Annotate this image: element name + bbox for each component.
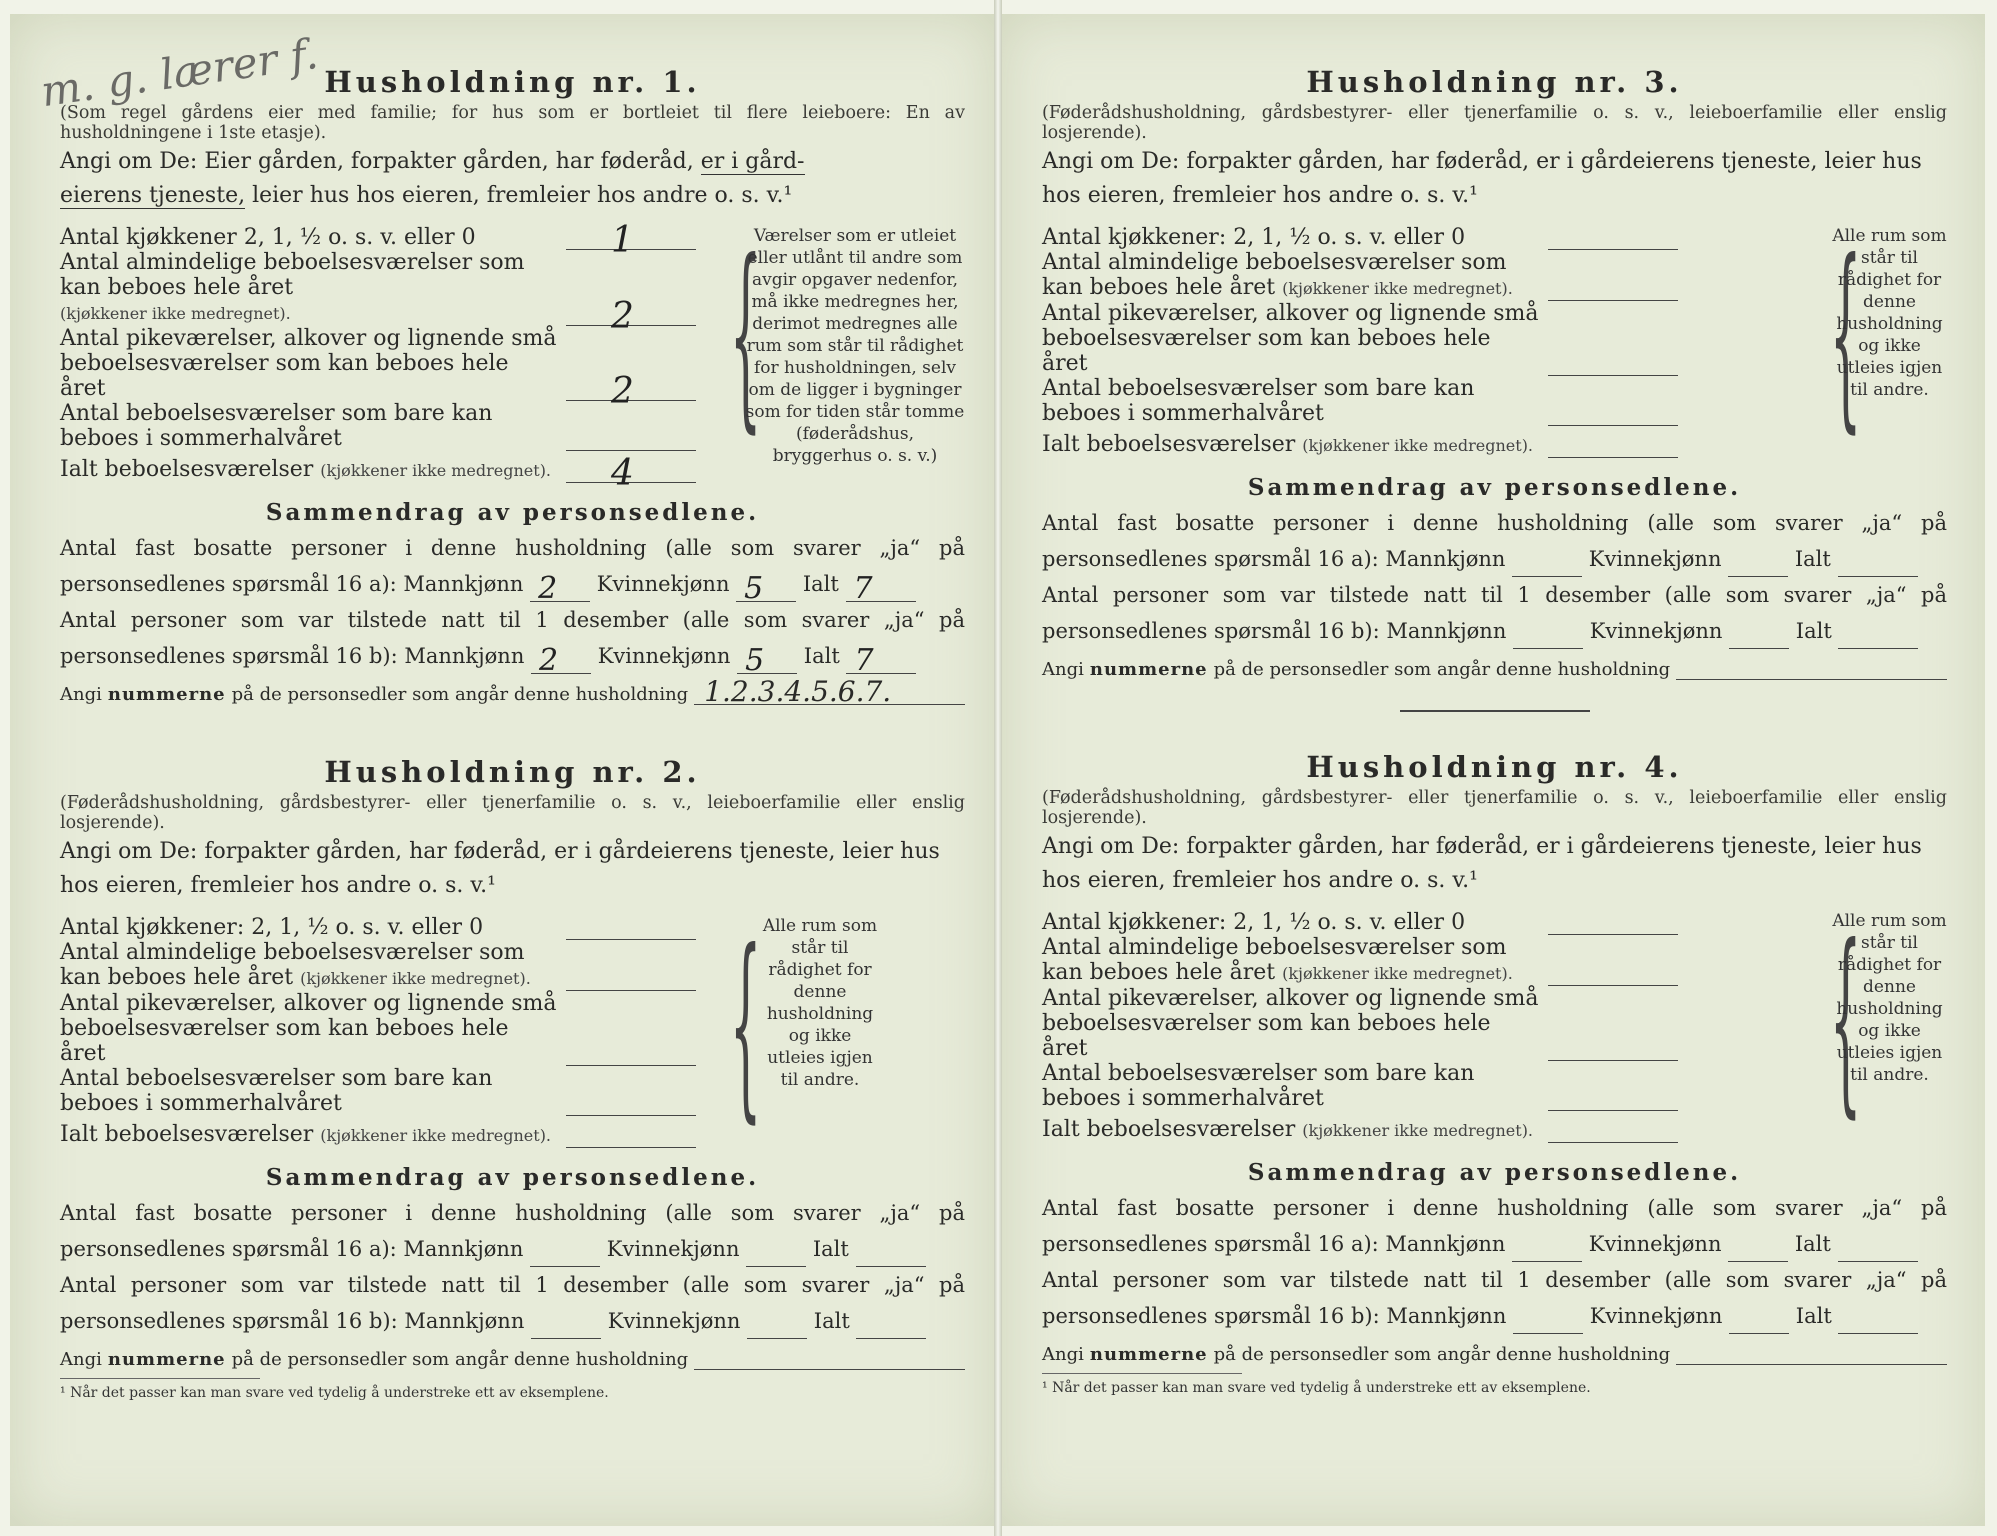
resident-female-field[interactable] — [1728, 546, 1788, 577]
household-3-tenure-question: Angi om De: forpakter gården, har føderåd, er i gårdeierens tjeneste, leier hus hos eieren, fremleier hos andre o. s. v.¹ — [1042, 149, 1922, 208]
household-1-title: Husholdning nr. 1. — [324, 65, 701, 99]
present-total-value: 7 — [854, 643, 874, 678]
household-3-side-note: Alle rum som står til rådighet for denne husholdning og ikke utleies igjen til andre. — [1832, 226, 1947, 400]
numbers-label-c: på de personsedler som angår denne husholdning — [231, 1349, 689, 1370]
kitchens-row — [60, 220, 700, 261]
summer-rooms-answer[interactable] — [1548, 401, 1678, 426]
page-fold — [994, 0, 1002, 1536]
ordinary-rooms-text: Antal almindelige beboelsesværelser som kan beboes hele året — [60, 940, 525, 990]
ordinary-rooms-answer[interactable] — [566, 966, 696, 991]
resident-female-value: 5 — [744, 571, 764, 606]
present-male-field[interactable] — [1513, 1303, 1583, 1334]
resident-question: Antal fast bosatte personer i denne husholdning (alle som svarer „ja“ på personsedlenes spørsmål 16 a): Mannkjønn — [60, 536, 965, 596]
total-rooms-text: Ialt beboelsesværelser — [1042, 1117, 1296, 1142]
total-rooms-label — [1042, 1117, 1542, 1143]
kitchens-answer[interactable] — [1548, 910, 1678, 935]
summer-rooms-answer[interactable] — [1548, 1086, 1678, 1111]
summer-rooms-label: Antal beboelsesværelser som bare kan beboes i sommerhalvåret — [1042, 376, 1475, 426]
total-rooms-sub: (kjøkkener ikke medregnet). — [1302, 436, 1534, 455]
maid-rooms-answer[interactable] — [1548, 351, 1678, 376]
ordinary-rooms-text: Antal almindelige beboelsesværelser som kan beboes hele året — [1042, 250, 1507, 300]
household-1-tenure-question — [60, 145, 965, 213]
summer-rooms-row — [1042, 1061, 1682, 1111]
ordinary-rooms-sub: (kjøkkener ikke medregnet). — [300, 969, 531, 988]
ordinary-rooms-sub: (kjøkkener ikke medregnet). — [1282, 279, 1513, 298]
present-female-field[interactable] — [737, 643, 797, 678]
present-total-label: Ialt — [1795, 1304, 1832, 1328]
ordinary-rooms-text: Antal almindelige beboelsesværelser som kan beboes hele året — [60, 250, 525, 300]
brace: { — [1829, 903, 1862, 1136]
ordinary-rooms-label — [60, 940, 560, 991]
total-rooms-row — [1042, 432, 1682, 458]
present-total-field[interactable] — [846, 643, 916, 678]
rooms-list — [1042, 910, 1682, 1143]
kitchens-label: Antal kjøkkener: 2, 1, ½ o. s. v. eller 0 — [1042, 910, 1466, 935]
footnote — [60, 1378, 609, 1401]
resident-male-field[interactable] — [1512, 1231, 1582, 1262]
tenure-text-b: leier hus hos eieren, fremleier hos andre o. s. v.¹ — [245, 183, 793, 208]
total-rooms-handwritten: 4 — [611, 453, 634, 494]
summary-resident — [60, 1195, 965, 1267]
kitchens-row — [60, 915, 700, 940]
resident-female-field[interactable] — [746, 1236, 806, 1267]
numbers-label-b: nummerne — [1089, 1344, 1208, 1365]
maid-rooms-row — [60, 326, 700, 412]
kitchens-handwritten: 1 — [611, 220, 634, 261]
kitchens-label: Antal kjøkkener: 2, 1, ½ o. s. v. eller 0 — [60, 915, 484, 940]
person-numbers-value: 1.2.3.4.5.6.7. — [704, 675, 892, 708]
kitchens-row — [1042, 225, 1682, 250]
present-question: Antal personer som var tilstede natt til 1 desember (alle som svarer „ja“ på personsedlenes spørsmål 16 b): Mannkjønn — [60, 608, 965, 668]
summary-resident — [60, 530, 965, 606]
household-1-section — [60, 65, 965, 708]
total-rooms-answer[interactable] — [566, 453, 696, 494]
summary-present — [1042, 1262, 1947, 1334]
resident-female-field[interactable] — [736, 571, 796, 606]
summer-rooms-label: Antal beboelsesværelser som bare kan beboes i sommerhalvåret — [60, 1066, 493, 1116]
household-4-section — [1042, 750, 1947, 1396]
present-male-field[interactable] — [531, 1308, 601, 1339]
person-numbers-row — [1042, 1338, 1947, 1365]
ordinary-rooms-label — [1042, 935, 1542, 986]
present-female-field[interactable] — [1729, 618, 1789, 649]
total-rooms-answer[interactable] — [566, 1123, 696, 1148]
numbers-label-c: på de personsedler som angår denne husholdning — [1213, 1344, 1671, 1365]
present-question: Antal personer som var tilstede natt til 1 desember (alle som svarer „ja“ på personsedlenes spørsmål 16 b): Mannkjønn — [1042, 583, 1947, 643]
total-rooms-row — [1042, 1117, 1682, 1143]
ordinary-rooms-sub: (kjøkkener ikke medregnet). — [60, 304, 291, 323]
numbers-label-a: Angi — [60, 1349, 102, 1370]
total-rooms-sub: (kjøkkener ikke medregnet). — [1302, 1121, 1534, 1140]
present-question: Antal personer som var tilstede natt til 1 desember (alle som svarer „ja“ på personsedlenes spørsmål 16 b): Mannkjønn — [60, 1273, 965, 1333]
resident-male-field[interactable] — [1512, 546, 1582, 577]
present-female-label: Kvinnekjønn — [597, 644, 731, 668]
present-female-label: Kvinnekjønn — [1589, 1304, 1723, 1328]
kitchens-answer[interactable] — [1548, 225, 1678, 250]
person-numbers-row — [1042, 653, 1947, 680]
handwritten-margin-note: m. g. lærer f. — [37, 28, 321, 117]
total-rooms-label — [60, 457, 560, 483]
tenure-underlined-a[interactable]: er i gård- — [700, 149, 805, 174]
kitchens-answer[interactable] — [566, 220, 696, 261]
brace: { — [729, 908, 762, 1141]
household-2-side-note: Alle rum som står til rådighet for denne husholdning og ikke utleies igjen til andre. — [762, 916, 878, 1090]
numbers-label-b: nummerne — [107, 684, 226, 705]
summary-resident — [1042, 1190, 1947, 1262]
total-rooms-row — [60, 1122, 700, 1148]
person-numbers-field[interactable] — [694, 1343, 965, 1370]
present-total-label: Ialt — [1795, 619, 1832, 643]
rooms-list — [60, 220, 700, 494]
maid-rooms-label: Antal pikeværelser, alkover og lignende små beboelsesværelser som kan beboes hele året — [60, 991, 557, 1066]
summary-present — [60, 602, 965, 678]
resident-total-label: Ialt — [1794, 1232, 1831, 1256]
kitchens-row — [1042, 910, 1682, 935]
resident-total-field[interactable] — [846, 571, 916, 606]
ordinary-rooms-row — [1042, 935, 1682, 986]
present-total-field[interactable] — [1838, 1303, 1918, 1334]
household-1-note: (Som regel gårdens eier med familie; for hus som er bortleiet til flere leieboere: En av husholdningene i 1ste etasje). — [60, 103, 965, 143]
numbers-label-b: nummerne — [107, 1349, 226, 1370]
summary-title: Sammendrag av personsedlene. — [1247, 474, 1742, 501]
ordinary-rooms-handwritten: 2 — [611, 296, 634, 337]
household-4-tenure-question: Angi om De: forpakter gården, har føderåd, er i gårdeierens tjeneste, leier hus hos eieren, fremleier hos andre o. s. v.¹ — [1042, 834, 1922, 893]
resident-male-field[interactable] — [530, 571, 590, 606]
numbers-label-b: nummerne — [1089, 659, 1208, 680]
summer-rooms-answer[interactable] — [566, 426, 696, 451]
ordinary-rooms-row — [60, 250, 700, 337]
household-2-title: Husholdning nr. 2. — [324, 755, 701, 789]
total-rooms-row — [60, 453, 700, 494]
maid-rooms-label: Antal pikeværelser, alkover og lignende små beboelsesværelser som kan beboes hele året — [1042, 301, 1539, 376]
household-3-note: (Føderådshusholdning, gårdsbestyrer- eller tjenerfamilie o. s. v., leieboerfamilie eller enslig losjerende). — [1042, 103, 1947, 143]
present-question: Antal personer som var tilstede natt til 1 desember (alle som svarer „ja“ på personsedlenes spørsmål 16 b): Mannkjønn — [1042, 1268, 1947, 1328]
maid-rooms-answer[interactable] — [566, 1041, 696, 1066]
ordinary-rooms-sub: (kjøkkener ikke medregnet). — [1282, 964, 1513, 983]
resident-male-field[interactable] — [530, 1236, 600, 1267]
resident-question: Antal fast bosatte personer i denne husholdning (alle som svarer „ja“ på personsedlenes spørsmål 16 a): Mannkjønn — [1042, 511, 1947, 571]
total-rooms-answer[interactable] — [1548, 1118, 1678, 1143]
maid-rooms-label: Antal pikeværelser, alkover og lignende små beboelsesværelser som kan beboes hele året — [1042, 986, 1539, 1061]
resident-female-label: Kvinnekjønn — [1588, 1232, 1722, 1256]
household-1-rooms-block — [60, 218, 965, 494]
numbers-label-c: på de personsedler som angår denne husholdning — [231, 684, 689, 705]
summer-rooms-label: Antal beboelsesværelser som bare kan beboes i sommerhalvåret — [60, 401, 493, 451]
numbers-label-a: Angi — [60, 684, 102, 705]
person-numbers-field[interactable] — [1676, 653, 1947, 680]
resident-total-label: Ialt — [1794, 547, 1831, 571]
household-2-section — [60, 755, 965, 1401]
present-total-field[interactable] — [1838, 618, 1918, 649]
resident-total-field[interactable] — [1838, 1231, 1918, 1262]
total-rooms-answer[interactable] — [1548, 433, 1678, 458]
numbers-label-a: Angi — [1042, 659, 1084, 680]
summer-rooms-answer[interactable] — [566, 1091, 696, 1116]
numbers-label-a: Angi — [1042, 1344, 1084, 1365]
present-female-field[interactable] — [1729, 1303, 1789, 1334]
total-rooms-text: Ialt beboelsesværelser — [60, 457, 314, 482]
present-total-label: Ialt — [813, 1309, 850, 1333]
resident-total-field[interactable] — [1838, 546, 1918, 577]
household-2-note: (Føderådshusholdning, gårdsbestyrer- eller tjenerfamilie o. s. v., leieboerfamilie eller enslig losjerende). — [60, 793, 965, 833]
present-female-value: 5 — [745, 643, 765, 678]
maid-rooms-row — [1042, 301, 1682, 376]
total-rooms-label — [1042, 432, 1542, 458]
present-female-label: Kvinnekjønn — [1589, 619, 1723, 643]
present-total-label: Ialt — [803, 644, 840, 668]
present-total-field[interactable] — [856, 1308, 926, 1339]
maid-rooms-row — [60, 991, 700, 1066]
summary-present — [1042, 577, 1947, 649]
kitchens-label: Antal kjøkkener: 2, 1, ½ o. s. v. eller 0 — [1042, 225, 1466, 250]
resident-female-label: Kvinnekjønn — [596, 572, 730, 596]
section-divider — [1400, 710, 1590, 712]
total-rooms-text: Ialt beboelsesværelser — [1042, 432, 1296, 457]
ordinary-rooms-answer[interactable] — [1548, 961, 1678, 986]
summary-title: Sammendrag av personsedlene. — [1247, 1159, 1742, 1186]
footnote — [1042, 1373, 1591, 1396]
summer-rooms-row — [60, 401, 700, 451]
total-rooms-sub: (kjøkkener ikke medregnet). — [320, 461, 552, 480]
summary-present — [60, 1267, 965, 1339]
total-rooms-text: Ialt beboelsesværelser — [60, 1122, 314, 1147]
present-male-field[interactable] — [531, 643, 591, 678]
summary-resident — [1042, 505, 1947, 577]
summary-title: Sammendrag av personsedlene. — [265, 1164, 760, 1191]
resident-total-label: Ialt — [802, 572, 839, 596]
present-female-field[interactable] — [747, 1308, 807, 1339]
present-male-value: 2 — [539, 643, 559, 678]
resident-female-label: Kvinnekjønn — [1588, 547, 1722, 571]
tenure-text-a: Angi om De: Eier gården, forpakter gården, har føderåd, — [60, 149, 701, 174]
resident-total-label: Ialt — [812, 1237, 849, 1261]
household-4-side-note: Alle rum som står til rådighet for denne husholdning og ikke utleies igjen til andre. — [1832, 911, 1947, 1085]
summer-rooms-row — [1042, 376, 1682, 426]
ordinary-rooms-label — [1042, 250, 1542, 301]
total-rooms-label — [60, 1122, 560, 1148]
total-rooms-sub: (kjøkkener ikke medregnet). — [320, 1126, 552, 1145]
ordinary-rooms-row — [60, 940, 700, 991]
maid-rooms-label: Antal pikeværelser, alkover og lignende små beboelsesværelser som kan beboes hele året — [60, 326, 557, 401]
resident-question: Antal fast bosatte personer i denne husholdning (alle som svarer „ja“ på personsedlenes spørsmål 16 a): Mannkjønn — [1042, 1196, 1947, 1256]
household-4-note: (Føderådshusholdning, gårdsbestyrer- eller tjenerfamilie o. s. v., leieboerfamilie eller enslig losjerende). — [1042, 788, 1947, 828]
present-male-field[interactable] — [1513, 618, 1583, 649]
household-4-title: Husholdning nr. 4. — [1306, 750, 1683, 784]
household-4-rooms-block — [1042, 903, 1947, 1143]
person-numbers-field[interactable] — [694, 675, 965, 708]
person-numbers-field[interactable] — [1676, 1338, 1947, 1365]
ordinary-rooms-answer[interactable] — [566, 296, 696, 337]
resident-total-value: 7 — [853, 571, 873, 606]
maid-rooms-answer[interactable] — [566, 371, 696, 412]
household-2-tenure-question: Angi om De: forpakter gården, har føderåd, er i gårdeierens tjeneste, leier hus hos eieren, fremleier hos andre o. s. v.¹ — [60, 839, 940, 898]
household-1-side-note: Værelser som er utleiet eller utlånt til andre som avgir opgaver nedenfor, må ikke medregnes her, derimot medregnes alle rum som står til rådighet for husholdningen, selv om de ligger i bygninger som for tiden står tomme (føderådshus, bryggerhus o. s. v.) — [745, 226, 965, 466]
resident-female-label: Kvinnekjønn — [606, 1237, 740, 1261]
rooms-list — [60, 915, 700, 1148]
summer-rooms-label: Antal beboelsesværelser som bare kan beboes i sommerhalvåret — [1042, 1061, 1475, 1111]
household-3-title: Husholdning nr. 3. — [1306, 65, 1683, 99]
ordinary-rooms-label — [60, 250, 560, 326]
ordinary-rooms-text: Antal almindelige beboelsesværelser som kan beboes hele året — [1042, 935, 1507, 985]
resident-male-value: 2 — [538, 571, 558, 606]
brace: { — [1829, 218, 1862, 451]
resident-question: Antal fast bosatte personer i denne husholdning (alle som svarer „ja“ på personsedlenes spørsmål 16 a): Mannkjønn — [60, 1201, 965, 1261]
maid-rooms-row — [1042, 986, 1682, 1061]
household-3-section — [1042, 65, 1947, 712]
resident-total-field[interactable] — [856, 1236, 926, 1267]
kitchens-answer[interactable] — [566, 915, 696, 940]
brace: { — [729, 218, 762, 451]
tenure-underlined-b[interactable]: eierens tjeneste, — [60, 183, 246, 208]
rooms-list — [1042, 225, 1682, 458]
household-2-rooms-block — [60, 908, 965, 1148]
footnote-text: ¹ Når det passer kan man svare ved tydelig å understreke ett av eksemplene. — [60, 1385, 609, 1401]
maid-rooms-handwritten: 2 — [611, 371, 634, 412]
footnote-text: ¹ Når det passer kan man svare ved tydelig å understreke ett av eksemplene. — [1042, 1380, 1591, 1396]
household-3-rooms-block — [1042, 218, 1947, 458]
numbers-label-c: på de personsedler som angår denne husholdning — [1213, 659, 1671, 680]
person-numbers-row — [60, 1343, 965, 1370]
ordinary-rooms-row — [1042, 250, 1682, 301]
summer-rooms-row — [60, 1066, 700, 1116]
summary-title: Sammendrag av personsedlene. — [265, 499, 760, 526]
resident-female-field[interactable] — [1728, 1231, 1788, 1262]
present-female-label: Kvinnekjønn — [607, 1309, 741, 1333]
ordinary-rooms-answer[interactable] — [1548, 276, 1678, 301]
person-numbers-row — [60, 675, 965, 708]
maid-rooms-answer[interactable] — [1548, 1036, 1678, 1061]
kitchens-label: Antal kjøkkener 2, 1, ½ o. s. v. eller 0 — [60, 225, 476, 250]
